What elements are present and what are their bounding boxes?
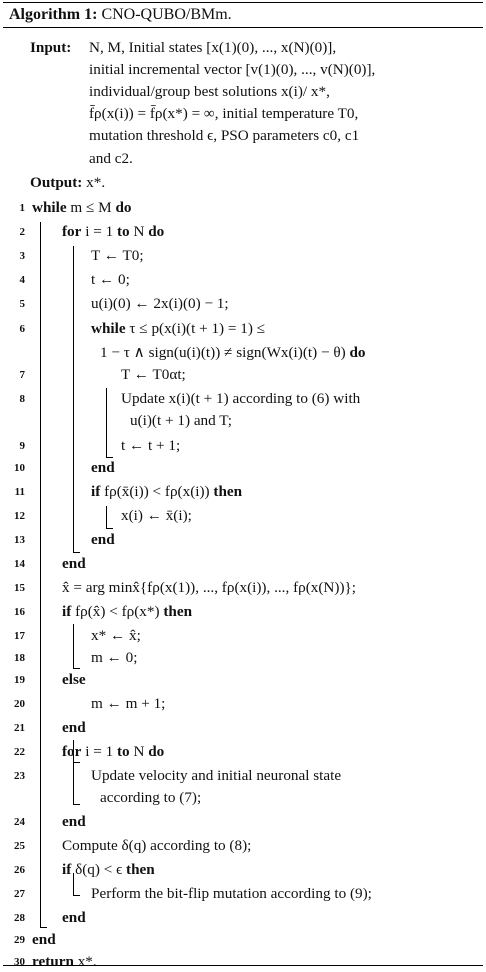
keyword: end <box>62 555 86 572</box>
keyword: if <box>91 483 101 500</box>
algorithm-title <box>9 6 232 24</box>
line-number: 27 <box>14 888 25 900</box>
input-line: individual/group best solutions x(i)/ x*, <box>89 83 330 100</box>
line-number: 13 <box>14 534 25 546</box>
statement-text: according to (7); <box>100 789 202 806</box>
keyword: end <box>62 719 86 736</box>
line-number: 15 <box>14 582 25 594</box>
line-number: 22 <box>14 746 25 758</box>
statement-text: T ← T0αt; <box>121 366 186 383</box>
statement-text: Perform the bit-flip mutation according to (9); <box>91 885 372 902</box>
algorithm-line <box>62 554 86 574</box>
algorithm-line <box>32 952 97 972</box>
statement-text: fρ(x̂) < fρ(x*) <box>71 603 164 620</box>
input-line: and c2. <box>89 150 133 167</box>
statement-text: u(i)(t + 1) and T; <box>130 412 232 429</box>
algorithm-line <box>62 602 192 622</box>
line-number: 30 <box>14 956 25 968</box>
keyword: end <box>91 531 115 548</box>
line-number: 19 <box>14 674 25 686</box>
keyword: while <box>91 320 126 337</box>
statement-text: 1 − τ ∧ sign(u(i)(t)) ≠ sign(Wx(i)(t) − θ) <box>100 344 350 361</box>
bottom-rule <box>3 965 483 966</box>
line-number: 21 <box>14 722 25 734</box>
line-number: 14 <box>14 558 25 570</box>
algorithm-line <box>91 626 141 646</box>
input-line: mutation threshold ϵ, PSO parameters c0, c1 <box>89 127 360 144</box>
line-number: 12 <box>14 510 25 522</box>
algorithm-line <box>62 836 251 856</box>
input-line: N, M, Initial states [x(1)(0), ..., x(N)(0)], <box>89 39 337 56</box>
statement-text: m ← m + 1; <box>91 695 166 712</box>
top-rule <box>3 2 483 3</box>
algorithm-line <box>91 458 115 478</box>
while-block-bar <box>40 222 41 927</box>
line-number: 24 <box>14 816 25 828</box>
statement-text: N <box>129 743 149 760</box>
keyword: while <box>32 199 67 216</box>
algorithm-line <box>32 198 132 218</box>
algorithm-line <box>130 411 232 431</box>
output-value: x*. <box>86 174 106 191</box>
keyword: end <box>32 931 56 948</box>
algorithm-line <box>62 908 86 928</box>
statement-text: x* ← x̂; <box>91 627 141 644</box>
keyword: do <box>148 743 165 760</box>
algorithm-line <box>62 812 86 832</box>
algorithm-line <box>100 343 366 363</box>
statement-text: t ← t + 1; <box>121 437 181 454</box>
algorithm-line <box>62 860 155 880</box>
algorithm-line <box>121 365 186 385</box>
if-block-bar <box>106 506 107 528</box>
statement-text: fρ(x̄(i)) < fρ(x(i)) <box>100 483 214 500</box>
algorithm-line <box>121 436 180 456</box>
keyword: do <box>349 344 366 361</box>
keyword: do <box>148 223 165 240</box>
algorithm-line <box>121 389 360 409</box>
algorithm-name: CNO-QUBO/BMm. <box>101 6 232 23</box>
algorithm-line <box>91 694 165 714</box>
algorithm-line <box>91 884 372 904</box>
line-number: 9 <box>19 440 25 452</box>
algorithm-box <box>3 0 483 970</box>
input-label: Input: <box>30 39 72 56</box>
algorithm-line <box>62 742 164 762</box>
line-number: 25 <box>14 840 25 852</box>
line-number: 1 <box>19 202 25 214</box>
for-block-bar <box>73 246 74 552</box>
keyword: end <box>91 459 115 476</box>
algorithm-line <box>91 294 229 314</box>
line-number: 3 <box>19 250 25 262</box>
keyword: do <box>115 199 132 216</box>
statement-text: T ← T0; <box>91 247 144 264</box>
input-line: initial incremental vector [v(1)(0), ..., v(N)(0)], <box>89 61 376 78</box>
line-number: 29 <box>14 934 25 946</box>
input-header <box>30 38 71 58</box>
statement-text: m ≤ M <box>66 199 116 216</box>
statement-text: Update velocity and initial neuronal state <box>91 767 342 784</box>
algorithm-line <box>91 530 115 550</box>
line-number: 2 <box>19 226 25 238</box>
line-number: 28 <box>14 912 25 924</box>
for-block-bar <box>73 762 74 804</box>
statement-text: t ← 0; <box>91 271 130 288</box>
algorithm-line <box>32 930 56 950</box>
statement-text: x̂ = arg minx̂{fρ(x(1)), ..., fρ(x(i)), ..., fρ(x(N))}; <box>62 579 357 596</box>
line-number: 17 <box>14 630 25 642</box>
algorithm-label: Algorithm 1: <box>9 6 98 23</box>
line-number: 4 <box>19 274 25 286</box>
keyword: then <box>213 483 243 500</box>
input-line: f̄ρ(x(i)) = f̄ρ(x*) = ∞, initial temperature T0, <box>89 105 359 122</box>
algorithm-line <box>91 766 341 786</box>
algorithm-line <box>100 788 201 808</box>
algorithm-line <box>91 246 144 266</box>
statement-text: u(i)(0) ← 2x(i)(0) − 1; <box>91 295 229 312</box>
algorithm-line <box>62 670 86 690</box>
line-number: 26 <box>14 864 25 876</box>
statement-text: Compute δ(q) according to (8); <box>62 837 252 854</box>
algorithm-line <box>91 319 265 339</box>
output-label: Output: <box>30 174 83 191</box>
algorithm-line <box>62 222 164 242</box>
line-number: 10 <box>14 462 25 474</box>
line-number: 18 <box>14 652 25 664</box>
keyword: if <box>62 861 72 878</box>
algorithm-line <box>62 578 356 598</box>
keyword: return <box>32 953 74 970</box>
keyword: for <box>62 223 82 240</box>
algorithm-line <box>91 648 137 668</box>
statement-text: δ(q) < ϵ <box>71 861 127 878</box>
line-number: 8 <box>19 393 25 405</box>
statement-text: x*. <box>73 953 97 970</box>
keyword: if <box>62 603 72 620</box>
keyword: to <box>116 743 130 760</box>
statement-text: i = 1 <box>81 743 117 760</box>
line-number: 20 <box>14 698 25 710</box>
statement-text: x(i) ← x̄(i); <box>121 507 192 524</box>
line-number: 5 <box>19 298 25 310</box>
output-line <box>30 173 105 193</box>
keyword: for <box>62 743 82 760</box>
line-number: 7 <box>19 369 25 381</box>
statement-text: τ ≤ p(x(i)(t + 1) = 1) ≤ <box>125 320 266 337</box>
line-number: 16 <box>14 606 25 618</box>
line-number: 11 <box>14 486 25 498</box>
keyword: then <box>126 861 155 878</box>
keyword: then <box>163 603 193 620</box>
title-rule <box>3 27 483 28</box>
statement-text: i = 1 <box>81 223 117 240</box>
keyword: to <box>116 223 130 240</box>
line-number: 23 <box>14 770 25 782</box>
line-number: 6 <box>19 323 25 335</box>
algorithm-line <box>62 718 86 738</box>
keyword: end <box>62 813 86 830</box>
statement-text: Update x(i)(t + 1) according to (6) with <box>121 390 361 407</box>
keyword: else <box>62 671 86 688</box>
algorithm-line <box>91 482 242 502</box>
inner-while-bar <box>106 388 107 457</box>
if-block-bar <box>73 624 74 668</box>
statement-text: N <box>129 223 149 240</box>
statement-text: m ← 0; <box>91 649 138 666</box>
algorithm-line <box>121 506 192 526</box>
keyword: end <box>62 909 86 926</box>
algorithm-line <box>91 270 130 290</box>
